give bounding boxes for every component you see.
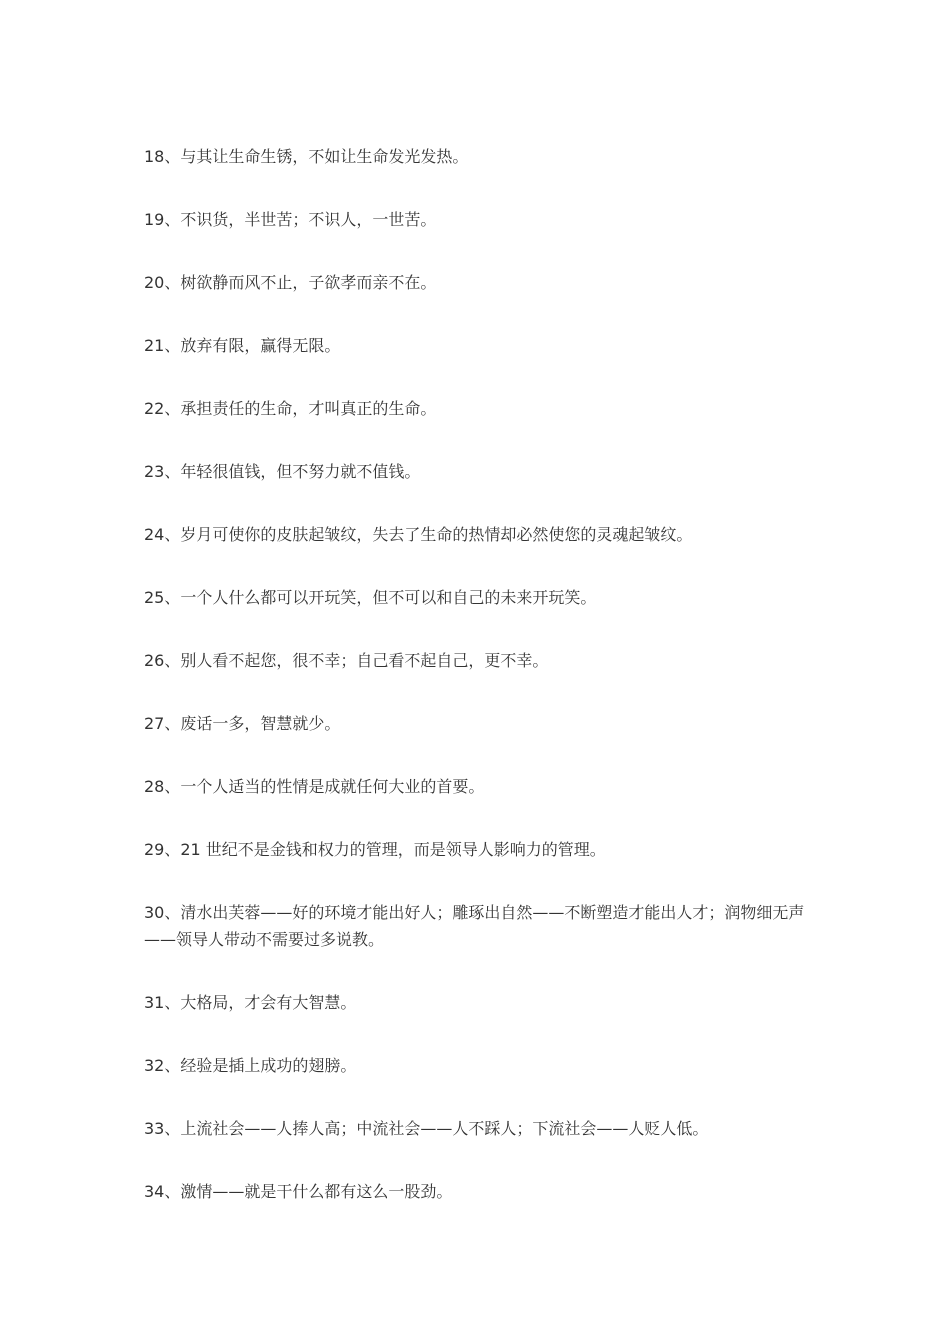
paragraph-21: 21、放弃有限，赢得无限。 — [144, 336, 341, 355]
document-body — [144, 143, 810, 1205]
paragraph-27: 27、废话一多，智慧就少。 — [144, 714, 341, 733]
paragraph-32: 32、经验是插上成功的翅膀。 — [144, 1056, 357, 1075]
paragraph-18: 18、与其让生命生锈，不如让生命发光发热。 — [144, 147, 469, 166]
paragraph-22: 22、承担责任的生命，才叫真正的生命。 — [144, 399, 437, 418]
paragraph-31: 31、大格局，才会有大智慧。 — [144, 993, 357, 1012]
paragraph-30: 30、清水出芙蓉——好的环境才能出好人；雕琢出自然——不断塑造才能出人才；润物细无声——领导人带动不需要过多说教。 — [144, 903, 805, 949]
paragraph-33: 33、上流社会——人捧人高；中流社会——人不踩人；下流社会——人贬人低。 — [144, 1119, 709, 1138]
paragraph-29: 29、21 世纪不是金钱和权力的管理，而是领导人影响力的管理。 — [144, 840, 606, 859]
paragraph-25: 25、一个人什么都可以开玩笑，但不可以和自己的未来开玩笑。 — [144, 588, 597, 607]
paragraph-20: 20、树欲静而风不止，子欲孝而亲不在。 — [144, 273, 437, 292]
paragraph-23: 23、年轻很值钱，但不努力就不值钱。 — [144, 462, 421, 481]
paragraph-34: 34、激情——就是干什么都有这么一股劲。 — [144, 1182, 453, 1201]
paragraph-19: 19、不识货，半世苦；不识人，一世苦。 — [144, 210, 437, 229]
paragraph-24: 24、岁月可使你的皮肤起皱纹，失去了生命的热情却必然使您的灵魂起皱纹。 — [144, 525, 693, 544]
paragraph-28: 28、一个人适当的性情是成就任何大业的首要。 — [144, 777, 485, 796]
paragraph-26: 26、别人看不起您，很不幸；自己看不起自己，更不幸。 — [144, 651, 549, 670]
